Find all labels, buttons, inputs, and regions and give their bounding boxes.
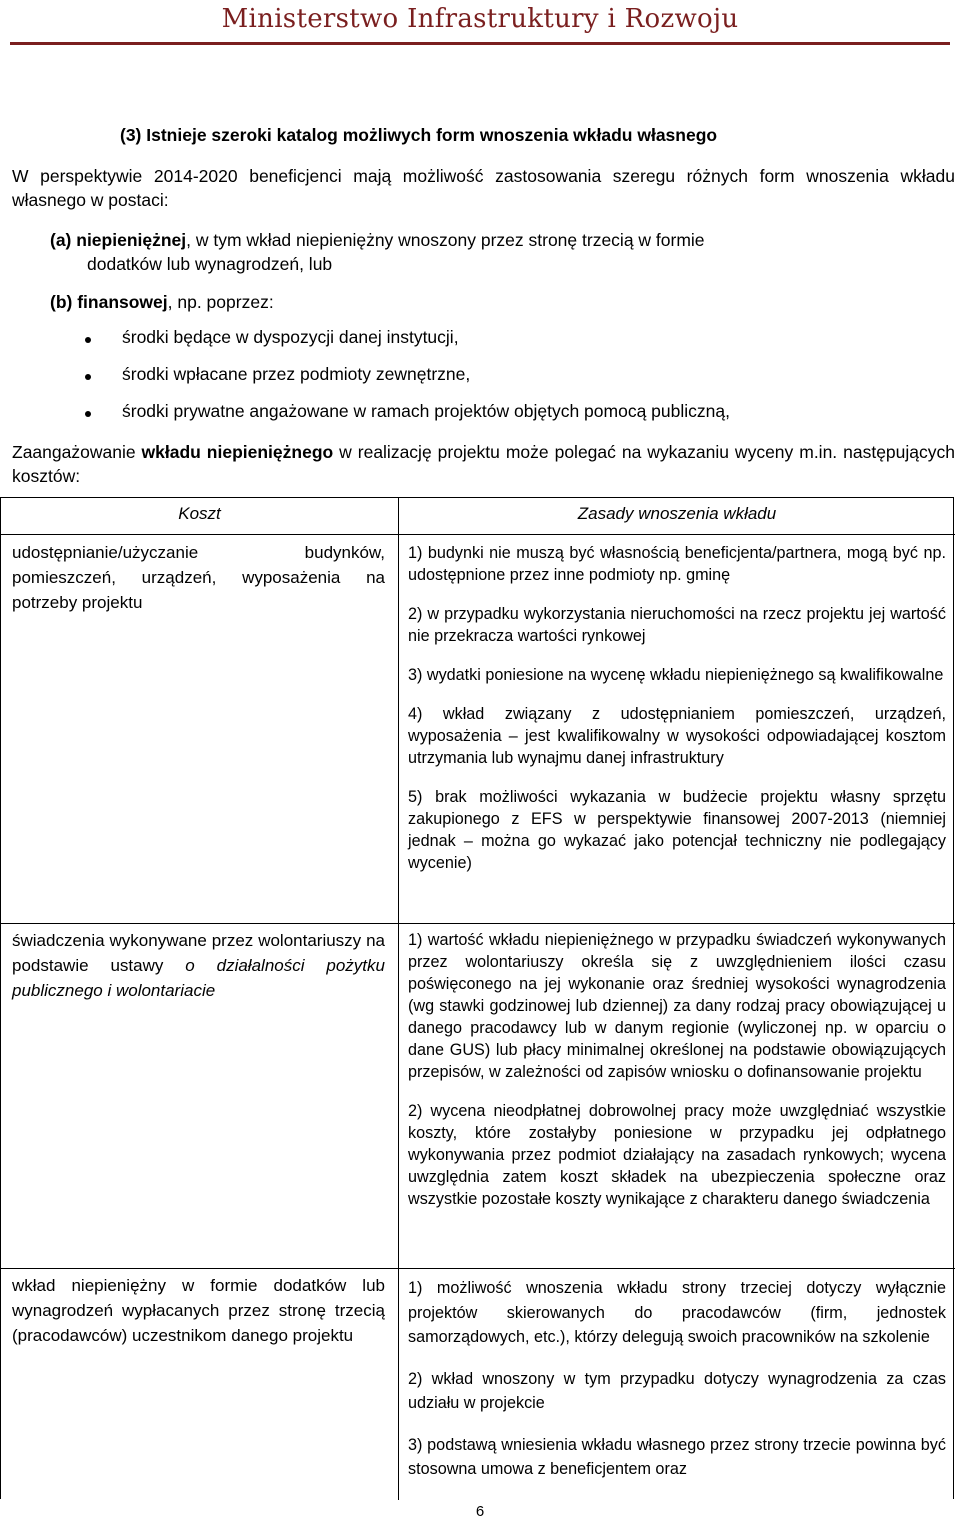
item-a-continuation: dodatków lub wynagrodzeń, lub xyxy=(87,254,333,274)
ministry-title: Ministerstwo Infrastruktury i Rozwoju xyxy=(221,4,739,34)
cost-table xyxy=(0,497,954,1499)
engagement-post: w realizację projektu może polegać na wykazaniu wyceny m.in. następujących kosztów: xyxy=(12,442,955,486)
rules-cell xyxy=(408,542,946,891)
rule-item: 4) wkład związany z udostępnianiem pomieszczeń, urządzeń, wyposażenia – jest kwalifikowalny w wysokości odpowiadającej kosztom utrzymania lub wynajmu danej infrastruktury xyxy=(408,705,946,767)
header-divider xyxy=(1,534,955,535)
bullet-icon xyxy=(85,374,91,380)
rule-item: 3) wydatki poniesione na wycenę wkładu niepieniężnego są kwalifikowalne xyxy=(408,666,944,684)
rule-item: 5) brak możliwości wykazania w budżecie projektu własny sprzętu zakupionego z EFS w perspektywie finansowej 2007-2013 (niemniej jednak – można go wykazać jako potencjał techniczny nie podlegający wycenie) xyxy=(408,788,946,872)
item-a-lead: (a) niepieniężnej xyxy=(50,230,187,250)
rules-cell xyxy=(408,929,946,1227)
column-header-cost: Koszt xyxy=(178,504,221,523)
rule-item: 2) w przypadku wykorzystania nieruchomości na rzecz projektu jej wartość nie przekracza wartości rynkowej xyxy=(408,605,946,645)
bullet-text: środki prywatne angażowane w ramach projektów objętych pomocą publiczną, xyxy=(122,401,730,421)
rule-item: 2) wycena nieodpłatnej dobrowolnej pracy może uwzględniać wszystkie koszty, które zostałyby poniesione w przypadku jej odpłatnego wykonywania przez podmiot działający na zasadach rynkowych; wycena uwzględnia zatem koszt składek na ubezpieczenia społeczne oraz wszystkie pozostałe koszty wynikające z charakteru danego świadczenia xyxy=(408,1102,946,1208)
bullet-text: środki będące w dyspozycji danej instytucji, xyxy=(122,327,459,347)
cost-cell: udostępnianie/użyczanie budynków, pomieszczeń, urządzeń, wyposażenia na potrzeby projektu xyxy=(12,543,385,612)
section-title: (3) Istnieje szeroki katalog możliwych form wnoszenia wkładu własnego xyxy=(120,125,718,145)
intro-paragraph: W perspektywie 2014-2020 beneficjenci mają możliwość zastosowania szeregu różnych form wnoszenia wkładu własnego w postaci: xyxy=(12,166,955,210)
engagement-bold: wkładu niepieniężnego xyxy=(141,442,334,462)
rules-cell xyxy=(408,1276,946,1499)
column-divider xyxy=(398,498,399,1500)
rule-item: 1) wartość wkładu niepieniężnego w przypadku świadczeń wykonywanych przez wolontariuszy określa się z uwzględnieniem ilości czasu poświęconego na jej wykonanie oraz średniej wysokości wynagrodzenia (wg stawki godzinowej lub dziennej) za dany rodzaj pracy obowiązującej u danego pracodawcy lub w danym regionie (wyliczonej np. w oparciu o dane GUS) lub płacy minimalnej określonej na podstawie obowiązujących przepisów, w zależności od zapisów wniosku o dofinansowanie projektu xyxy=(408,931,946,1081)
engagement-paragraph xyxy=(12,440,955,488)
page-number: 6 xyxy=(475,1503,485,1520)
item-b-text: , np. poprzez: xyxy=(167,292,274,312)
engagement-pre: Zaangażowanie xyxy=(12,442,142,462)
cost-text-italic: o działalności pożytku publicznego i wolontariacie xyxy=(12,956,385,1000)
bullet-icon xyxy=(85,411,91,417)
rule-item: 1) budynki nie muszą być własnością beneficjenta/partnera, mogą być np. udostępnione przez inne podmioty np. gminę xyxy=(408,544,946,584)
bullet-icon xyxy=(85,337,91,343)
list-item-b xyxy=(50,290,955,314)
cost-text: świadczenia wykonywane przez wolontariuszy na podstawie ustawy xyxy=(12,931,385,975)
item-b-lead: (b) finansowej xyxy=(50,292,168,312)
item-a-text: , w tym wkład niepieniężny wnoszony przez stronę trzecią w formie xyxy=(186,230,705,250)
list-item-a xyxy=(50,228,955,276)
document-header xyxy=(0,0,960,44)
column-header-rules: Zasady wnoszenia wkładu xyxy=(577,504,777,523)
cost-cell: wkład niepieniężny w formie dodatków lub wynagrodzeń wypłacanych przez stronę trzecią (pracodawców) uczestnikom danego projektu xyxy=(12,1276,385,1345)
bullet-text: środki wpłacane przez podmioty zewnętrzne, xyxy=(122,364,471,384)
row-divider xyxy=(1,1268,955,1269)
rule-item: 3) podstawą wniesienia wkładu własnego przez strony trzecie powinna być stosowna umowa z beneficjentem oraz xyxy=(408,1435,946,1478)
rule-item: 2) wkład wnoszony w tym przypadku dotyczy wynagrodzenia za czas udziału w projekcie xyxy=(408,1369,946,1412)
header-rule xyxy=(10,42,950,45)
bullet-item xyxy=(85,401,955,425)
rule-item: 1) możliwość wnoszenia wkładu strony trzeciej dotyczy wyłącznie projektów skierowanych do pracodawców (firm, jednostek samorządowych, etc.), którzy delegują swoich pracowników na szkolenie xyxy=(408,1279,946,1346)
bullet-item xyxy=(85,327,955,351)
bullet-item xyxy=(85,364,955,388)
row-divider xyxy=(1,923,955,924)
cost-cell xyxy=(12,928,385,1003)
